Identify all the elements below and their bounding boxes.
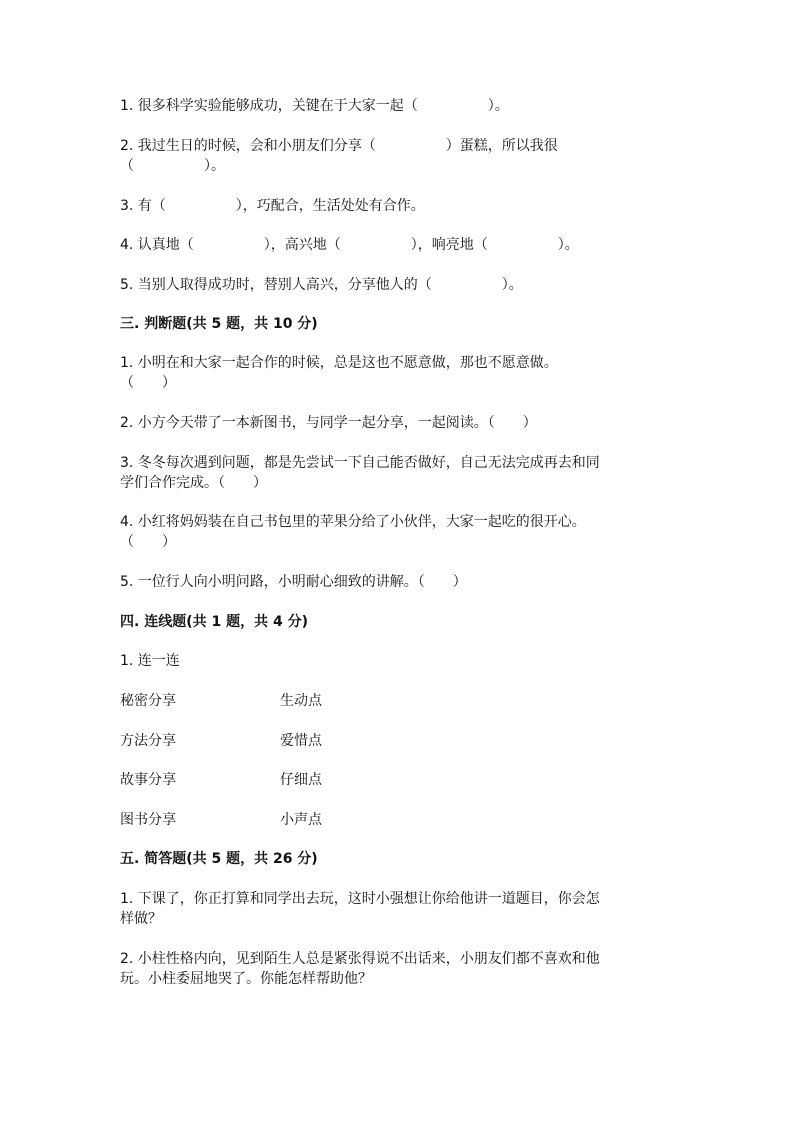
fill-blank-question-5: 5. 当别人取得成功时，替别人高兴，分享他人的（ ）。 [120, 277, 523, 293]
section-heading-short-answer: 五. 简答题(共 5 题，共 26 分) [120, 851, 318, 867]
short-answer-question-2-line-1: 2. 小柱性格内向，见到陌生人总是紧张得说不出话来，小朋友们都不喜欢和他 [120, 951, 600, 967]
match-left-item: 图书分享 [120, 812, 176, 828]
match-right-item: 仔细点 [280, 772, 322, 788]
short-answer-question-1-line-1: 1. 下课了，你正打算和同学出去玩，这时小强想让你给他讲一道题目，你会怎 [120, 891, 600, 907]
fill-blank-question-2-line-1: 2. 我过生日的时候，会和小朋友们分享（ ）蛋糕，所以我很 [120, 138, 558, 154]
match-left-item: 方法分享 [120, 733, 176, 749]
judge-question-1-line-1: 1. 小明在和大家一起合作的时候，总是这也不愿意做，那也不愿意做。 [120, 355, 558, 371]
short-answer-question-1-line-2: 样做？ [120, 911, 162, 927]
judge-question-2: 2. 小方今天带了一本新图书，与同学一起分享，一起阅读。（ ） [120, 415, 537, 431]
judge-question-3-line-1: 3. 冬冬每次遇到问题，都是先尝试一下自己能否做好，自己无法完成再去和同 [120, 455, 600, 471]
judge-question-5: 5. 一位行人向小明问路，小明耐心细致的讲解。（ ） [120, 574, 467, 590]
match-right-item: 生动点 [280, 693, 322, 709]
section-heading-match: 四. 连线题(共 1 题，共 4 分) [120, 614, 308, 630]
judge-question-1-line-2: （ ） [120, 375, 176, 391]
judge-question-4-line-2: （ ） [120, 534, 176, 550]
judge-question-3-line-2: 学们合作完成。（ ） [120, 475, 267, 491]
short-answer-question-2-line-2: 玩。小柱委屈地哭了。你能怎样帮助他？ [120, 971, 372, 987]
match-left-item: 故事分享 [120, 772, 176, 788]
fill-blank-question-2-line-2: （ ）。 [120, 158, 225, 174]
match-left-item: 秘密分享 [120, 693, 176, 709]
match-question-1: 1. 连一连 [120, 653, 180, 669]
fill-blank-question-3: 3. 有（ ），巧配合，生活处处有合作。 [120, 198, 425, 214]
section-heading-judge: 三. 判断题(共 5 题，共 10 分) [120, 316, 318, 332]
judge-question-4-line-1: 4. 小红将妈妈装在自己书包里的苹果分给了小伙伴，大家一起吃的很开心。 [120, 514, 586, 530]
match-right-item: 爱惜点 [280, 733, 322, 749]
fill-blank-question-4: 4. 认真地（ ），高兴地（ ），响亮地（ ）。 [120, 237, 579, 253]
fill-blank-question-1: 1. 很多科学实验能够成功，关键在于大家一起（ ）。 [120, 98, 509, 114]
match-right-item: 小声点 [280, 812, 322, 828]
